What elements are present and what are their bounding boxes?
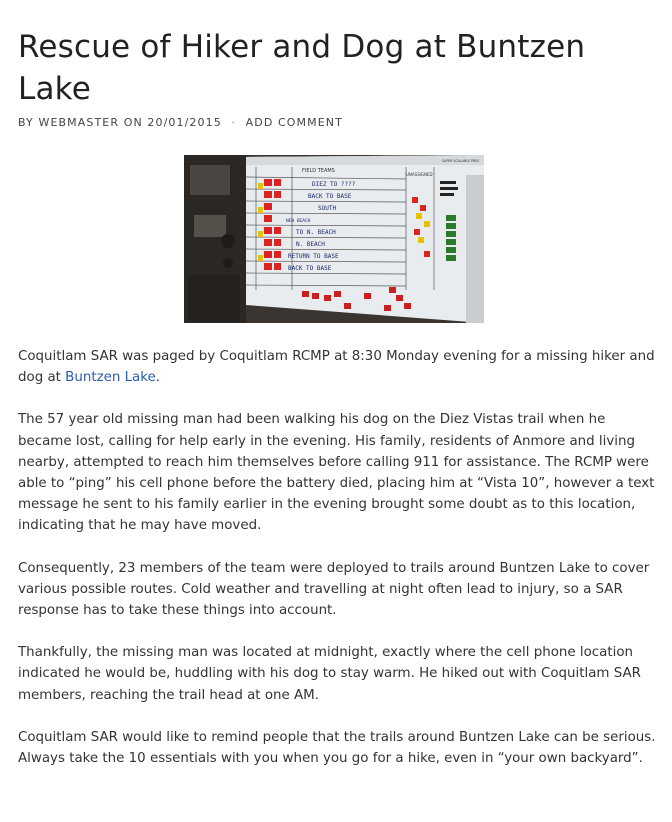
board-row-5: TO N. BEACH: [296, 229, 336, 236]
board-row-8: BACK TO BASE: [288, 265, 332, 272]
paragraph-3: Consequently, 23 members of the team were deployed to trails around Buntzen Lake to cover various possible routes. Cold weather and travelling at night often lead to injury, so a SAR response has to take these things into account.: [18, 560, 650, 619]
board-row-3: SOUTH: [318, 205, 337, 212]
board-corner-label: SUPER SCALABLE PRES: [442, 159, 480, 163]
post-byline: [18, 116, 658, 129]
whiteboard-photo: [184, 155, 484, 323]
board-row-2: BACK TO BASE: [308, 193, 352, 200]
add-comment-link[interactable]: ADD COMMENT: [245, 116, 343, 129]
paragraph-4: Thankfully, the missing man was located at midnight, exactly where the cell phone location indicated he would be, huddling with his dog to stay warm. He hiked out with Coquitlam SAR members, reaching the trail head at one AM.: [18, 645, 641, 703]
board-row-7: RETURN TO BASE: [288, 253, 339, 260]
board-row-4: NEW BEACH: [286, 219, 311, 224]
author-link[interactable]: WEBMASTER: [38, 116, 120, 129]
post-date[interactable]: 20/01/2015: [147, 116, 222, 129]
board-header-right: UNASSIGNED: [406, 172, 433, 177]
board-row-6: N. BEACH: [296, 241, 325, 248]
article: [18, 0, 658, 767]
byline-on: ON: [123, 116, 143, 129]
byline-by: BY: [18, 116, 34, 129]
paragraph-2: The 57 year old missing man had been walking his dog on the Diez Vistas trail when he became lost, calling for help early in the evening. His family, residents of Anmore and living nearby, attempted to reach him themselves before calling 911 for assistance. The RCMP were able to “ping” his cell phone before the battery died, placing him at “Vista 10”, however a text message he sent to his family earlier in the evening brought some doubt as to this location, indicating that he may have moved.: [18, 412, 655, 534]
board-header-left: FIELD TEAMS: [302, 168, 335, 174]
featured-photo: [184, 155, 484, 323]
paragraph-1: Coquitlam SAR was paged by Coquitlam RCMP at 8:30 Monday evening for a missing hiker and dog at Buntzen Lake.: [18, 349, 655, 386]
post-title[interactable]: Rescue of Hiker and Dog at Buntzen Lake: [18, 29, 586, 107]
buntzen-lake-link[interactable]: Buntzen Lake: [65, 370, 156, 386]
byline-separator: ·: [231, 116, 237, 129]
paragraph-5: Coquitlam SAR would like to remind people that the trails around Buntzen Lake can be serious. Always take the 10 essentials with you when you go for a hike, even in “your own backyard”.: [18, 729, 656, 767]
post-content: [18, 346, 658, 790]
board-row-1: DIEZ TO ????: [312, 181, 356, 188]
